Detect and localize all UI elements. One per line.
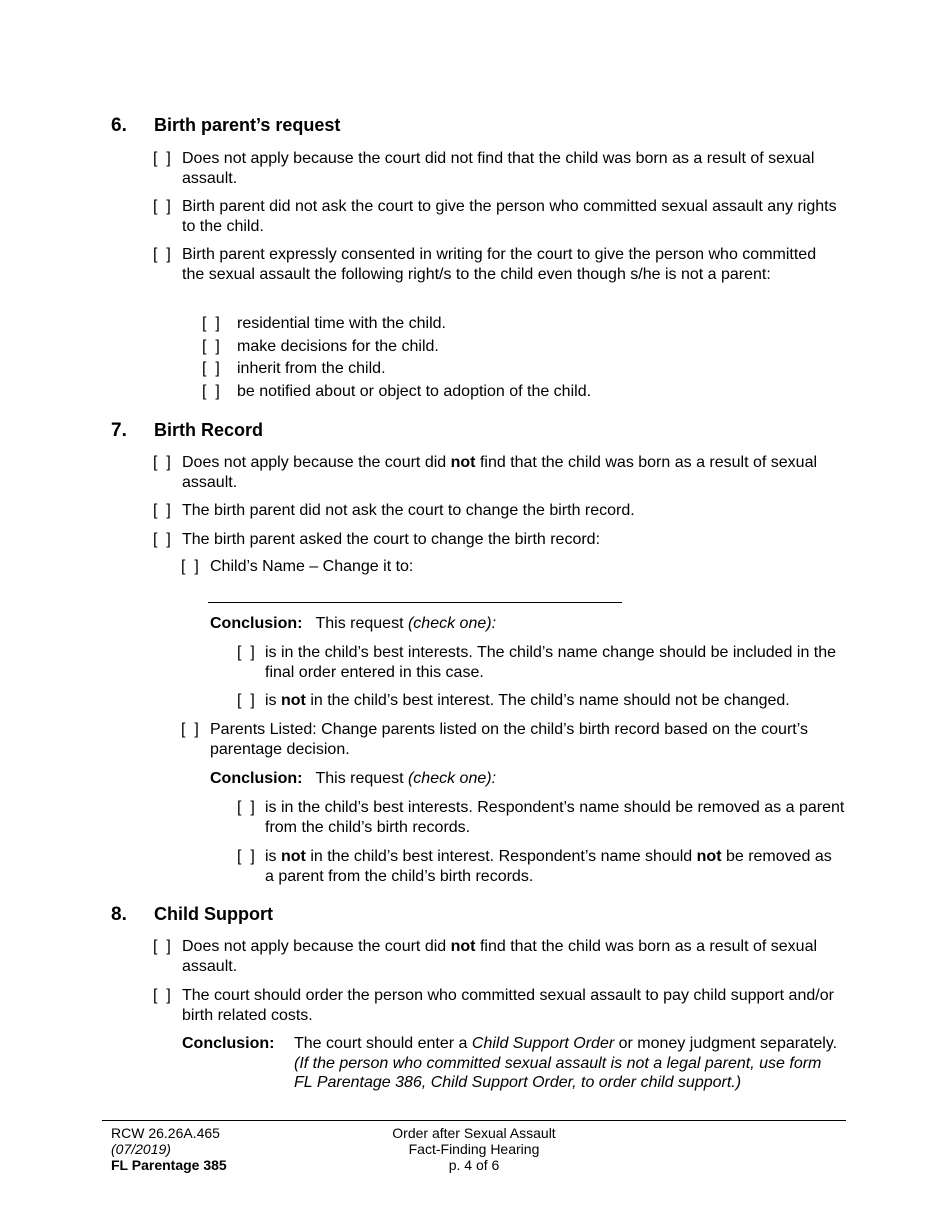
checkbox-6-2[interactable]: [ ] xyxy=(153,198,171,215)
section-7-item-1: Does not apply because the court did not find that the child was born as a result of sexual assault. xyxy=(182,454,818,491)
child-name-label: Child’s Name – Change it to: xyxy=(210,558,414,575)
name-option-1: is in the child’s best interests. The child’s name change should be included in the final order entered in this case. xyxy=(265,644,837,681)
footer-title-line-2: Fact-Finding Hearing xyxy=(408,1141,540,1157)
section-6-item-1: Does not apply because the court did not find that the child was born as a result of sexual assault. xyxy=(182,150,815,187)
parents-listed: Parents Listed: Change parents listed on the child’s birth record based on the court’s parentage decision. xyxy=(210,721,808,758)
child-support-conclusion-text: The court should enter a Child Support Order or money judgment separately. (If the person who committed sexual assault is not a legal parent, use form FL Parentage 386, Child Support Order, to order child support.) xyxy=(294,1035,838,1091)
section-7-item-2: The birth parent did not ask the court to change the birth record. xyxy=(182,502,635,519)
checkbox-7-1[interactable]: [ ] xyxy=(153,454,171,471)
checkbox-7-par-opt-2[interactable]: [ ] xyxy=(237,848,255,865)
footer-page-number: p. 4 of 6 xyxy=(448,1157,500,1173)
conclusion-parents: Conclusion: This request (check one): xyxy=(210,770,497,787)
section-6-sub-4: be notified about or object to adoption of the child. xyxy=(237,383,592,400)
footer-rcw: RCW 26.26A.465 xyxy=(111,1125,220,1141)
section-7-item-3: The birth parent asked the court to change the birth record: xyxy=(182,531,601,548)
checkbox-8-1[interactable]: [ ] xyxy=(153,938,171,955)
section-8-number: 8. xyxy=(111,904,127,925)
checkbox-7-name-opt-1[interactable]: [ ] xyxy=(237,644,255,661)
footer-title-line-1: Order after Sexual Assault xyxy=(392,1125,556,1141)
section-6-sub-1: residential time with the child. xyxy=(237,315,446,332)
checkbox-8-2[interactable]: [ ] xyxy=(153,987,171,1004)
footer-rule xyxy=(102,1120,846,1121)
footer-form-number: FL Parentage 385 xyxy=(111,1157,227,1173)
section-6-sub-3: inherit from the child. xyxy=(237,360,386,377)
section-8-item-2: The court should order the person who committed sexual assault to pay child support and/or birth related costs. xyxy=(182,987,834,1024)
checkbox-6-3[interactable]: [ ] xyxy=(153,246,171,263)
section-6-item-2: Birth parent did not ask the court to give the person who committed sexual assault any rights to the child. xyxy=(182,198,837,235)
parents-option-2: is not in the child’s best interest. Respondent’s name should not be removed as a parent from the child’s birth records. xyxy=(265,848,832,885)
name-option-2: is not in the child’s best interest. The child’s name should not be changed. xyxy=(265,692,790,709)
child-name-input-line[interactable] xyxy=(208,602,622,603)
child-support-conclusion-label: Conclusion: xyxy=(182,1035,275,1052)
section-6-number: 6. xyxy=(111,115,127,136)
checkbox-6-sub-4[interactable]: [ ] xyxy=(202,383,220,400)
checkbox-7-par-opt-1[interactable]: [ ] xyxy=(237,799,255,816)
checkbox-6-sub-2[interactable]: [ ] xyxy=(202,338,220,355)
checkbox-7-2[interactable]: [ ] xyxy=(153,502,171,519)
section-8-title: Child Support xyxy=(154,904,273,924)
section-8-item-1: Does not apply because the court did not find that the child was born as a result of sexual assault. xyxy=(182,938,818,975)
footer-date: (07/2019) xyxy=(111,1141,171,1157)
checkbox-7-name-opt-2[interactable]: [ ] xyxy=(237,692,255,709)
checkbox-7-3[interactable]: [ ] xyxy=(153,531,171,548)
section-7-number: 7. xyxy=(111,420,127,441)
checkbox-6-sub-3[interactable]: [ ] xyxy=(202,360,220,377)
section-6-item-3: Birth parent expressly consented in writing for the court to give the person who committed the sexual assault the following right/s to the child even though s/he is not a parent: xyxy=(182,246,817,283)
checkbox-7-parents[interactable]: [ ] xyxy=(181,721,199,738)
conclusion-name: Conclusion: This request (check one): xyxy=(210,615,497,632)
parents-option-1: is in the child’s best interests. Respondent’s name should be removed as a parent from the child’s birth records. xyxy=(265,799,845,836)
section-6-sub-2: make decisions for the child. xyxy=(237,338,439,355)
section-7-title: Birth Record xyxy=(154,420,264,440)
section-6-title: Birth parent’s request xyxy=(154,115,341,135)
checkbox-7-childname[interactable]: [ ] xyxy=(181,558,199,575)
checkbox-6-1[interactable]: [ ] xyxy=(153,150,171,167)
checkbox-6-sub-1[interactable]: [ ] xyxy=(202,315,220,332)
